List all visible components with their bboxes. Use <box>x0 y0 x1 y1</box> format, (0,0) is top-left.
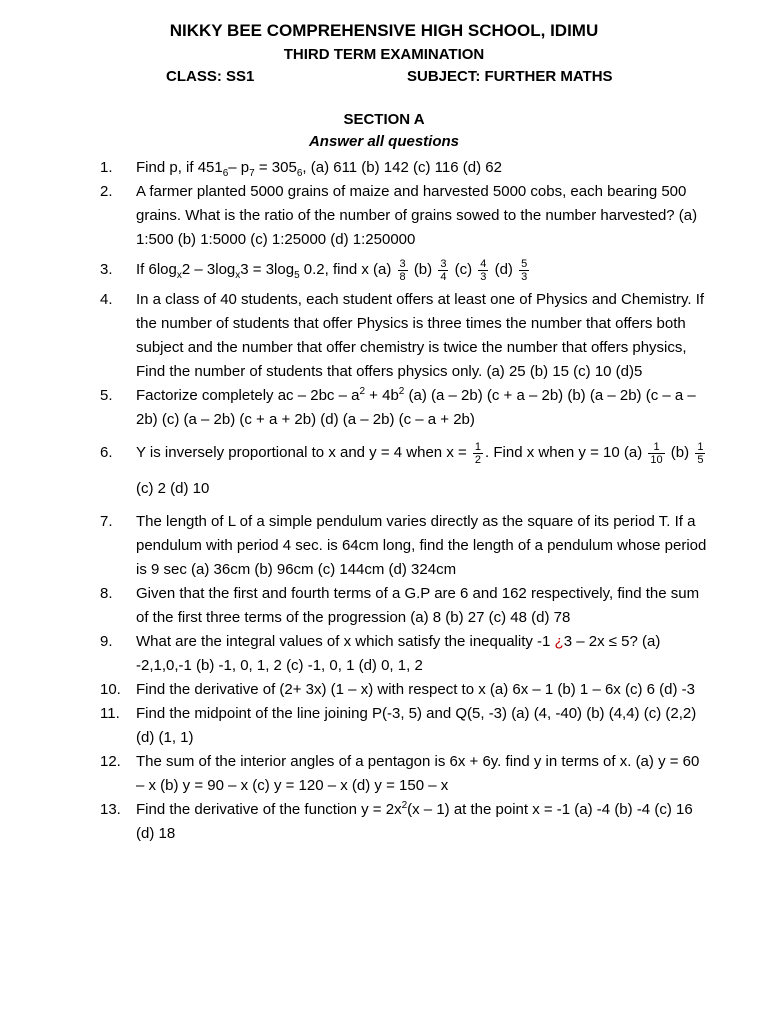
question-number: 3. <box>100 261 113 278</box>
question-9: 9. What are the integral values of x which satisfy the inequality -1 ¿3 – 2x ≤ 5? (a) -2,1,0,-1 (b) -1, 0, 1, 2 (c) -1, 0, 1 (d) 0, 1, 2 <box>0 630 768 678</box>
question-text: Find the midpoint of the line joining P(-3, 5) and Q(5, -3) (a) (4, -40) (b) (4,4) (c) (2,2) (d) (1, 1) <box>136 705 697 746</box>
fraction: $\frac{3}{8}$ <box>399 257 406 283</box>
subject-label: SUBJECT: FURTHER MATHS <box>407 68 613 85</box>
question-11 <box>0 702 768 750</box>
question-6: 6. Y is inversely proportional to x and y = 4 when x = $\frac{1}{2}$ . Find x when y = 10 (a) $\frac{1}{10}$ (b) $\frac{1}{5}$ (c) 2 (d) 10 <box>0 435 768 507</box>
instruction: Answer all questions <box>308 133 460 150</box>
fraction: $\frac{1}{10}$ <box>650 440 663 466</box>
school-name: NIKKY BEE COMPREHENSIVE HIGH SCHOOL, IDIMU <box>169 21 599 40</box>
glyph-artifact: ¿ <box>554 633 564 650</box>
question-text: Find the derivative of (2+ 3x) (1 – x) with respect to x (a) 6x – 1 (b) 1 – 6x (c) 6 (d) -3 <box>136 681 695 698</box>
question-number: 9. <box>100 633 113 650</box>
question-5: 5. Factorize completely ac – $2bc - a^2 + 4b^2$ (a) (a – 2b) (c + a – 2b) (b) (a – 2b) (c – a – 2b) (c) (a – 2b) (c + a + 2b) (d) (a – 2b) (c – a + 2b) <box>100 386 696 428</box>
question-1: 1. Find p, if $451_6-$ $p_7 = 305_6$, (a) 611 (b) 142 (c) 116 (d) 62 <box>0 156 768 180</box>
question-number: 2. <box>100 183 113 200</box>
exam-title: THIRD TERM EXAMINATION <box>283 46 485 63</box>
question-7 <box>0 510 768 582</box>
fraction: $\frac{5}{3}$ <box>521 257 528 283</box>
fraction: $\frac{1}{5}$ <box>697 440 704 466</box>
question-number: 11. <box>100 705 120 722</box>
class-label: CLASS: SS1 <box>166 68 255 85</box>
question-number: 5. <box>100 387 113 404</box>
fraction: $\frac{4}{3}$ <box>480 257 487 283</box>
question-text: The length of L of a simple pendulum varies directly as the square of its period T. If a pendulum with period 4 sec. is 64cm long, find the length of a pendulum whose period is 9 sec (a) 36cm (b) 96cm (c) 144cm (d) 324cm <box>136 513 707 578</box>
question-8 <box>0 582 768 630</box>
question-number: 6. <box>100 444 113 461</box>
question-text: A farmer planted 5000 grains of maize and harvested 5000 cobs, each bearing 500 grains. What is the ratio of the number of grains sowed to the number harvested? (a) 1:500 (b) 1:5000 (c) 1:25000 (d) 1:250000 <box>136 183 698 248</box>
question-number: 4. <box>100 291 113 308</box>
question-list <box>0 156 768 846</box>
question-number: 1. <box>100 159 113 176</box>
question-text: Given that the first and fourth terms of a G.P are 6 and 162 respectively, find the sum of the first three terms of the progression (a) 8 (b) 27 (c) 48 (d) 78 <box>136 585 700 626</box>
fraction: $\frac{3}{4}$ <box>440 257 447 283</box>
question-10 <box>0 678 768 702</box>
question-2 <box>0 180 768 252</box>
fraction: $\frac{1}{2}$ <box>474 440 482 466</box>
question-number: 10. <box>100 681 121 698</box>
section-heading: SECTION A <box>343 111 425 128</box>
question-number: 12. <box>100 753 121 770</box>
question-4 <box>0 288 768 384</box>
question-12 <box>0 750 768 798</box>
question-13: 13. Find the derivative of the function $y = 2x^2(x - 1)$ at the point x = -1 (a) -4 (b) -4 (c) 16 (d) 18 <box>100 800 693 842</box>
question-number: 7. <box>100 513 113 530</box>
question-number: 13. <box>100 801 121 818</box>
question-text: In a class of 40 students, each student offers at least one of Physics and Chemistry. If the number of students that offer Physics is three times the number that offers both subject and the number that offer chemistry is twice the number that offers physics, Find the number of students that offers physics only. (a) 25 (b) 15 (c) 10 (d)5 <box>136 291 705 380</box>
question-3: 3. If $6\log_x2 - 3\log_x3 = 3\log_5$ 0.2, find x (a) $\frac{3}{8}$ (b) $\frac{3}{4}$ (c) $\frac{4}{3}$ (d) $\frac{5}{3}$ <box>0 255 768 285</box>
question-text: The sum of the interior angles of a pentagon is 6x + 6y. find y in terms of x. (a) y = 60 – x (b) y = 90 – x (c) y = 120 – x (d) y = 150 – x <box>136 753 700 794</box>
question-number: 8. <box>100 585 113 602</box>
